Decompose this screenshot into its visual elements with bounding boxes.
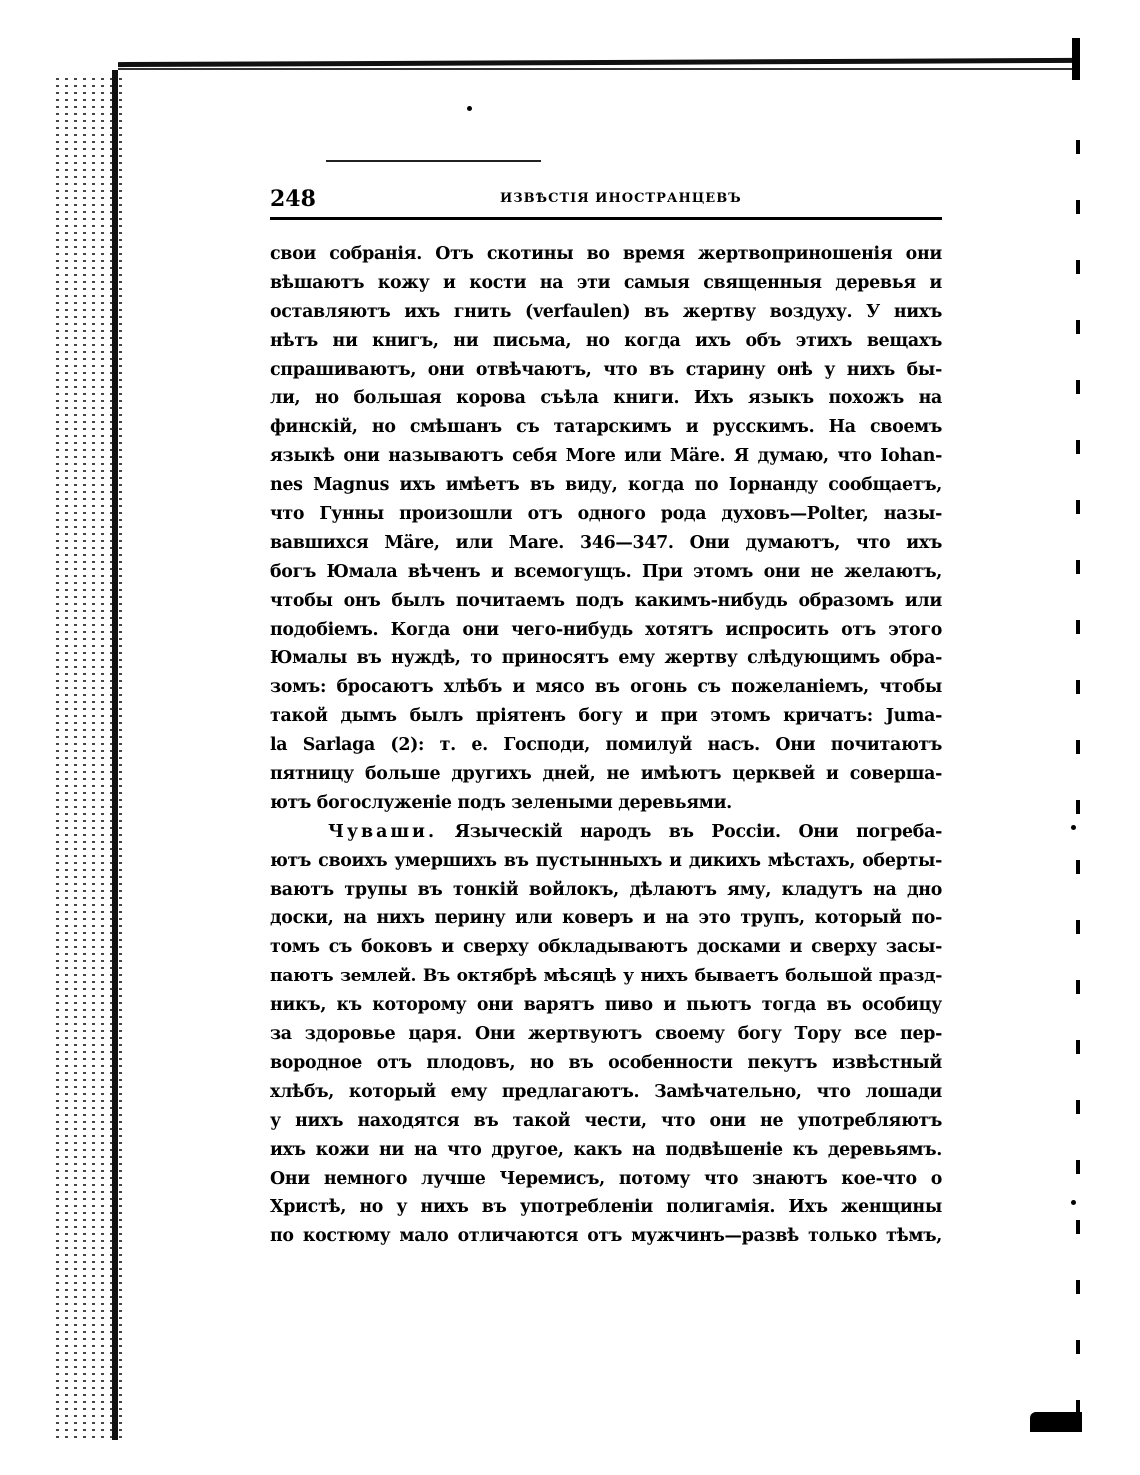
- ink-speck: [1071, 825, 1076, 830]
- text-line: nes Magnus ихъ имѣетъ въ виду, когда по Іорнанду сообщаетъ,: [270, 475, 942, 496]
- page-top-edge: [118, 58, 1078, 67]
- text-line: оставляютъ ихъ гнить (verfaulen) въ жертву воздуху. У нихъ: [270, 301, 942, 322]
- page-corner-blot: [1030, 1412, 1082, 1432]
- text-line: ли, но большая корова съѣла книги. Ихъ языкъ похожъ на: [270, 388, 942, 409]
- text-line: la Sarlaga (2): т. е. Господи, помилуй насъ. Они почитаютъ: [270, 735, 942, 756]
- text-line: зомъ: бросаютъ хлѣбъ и мясо въ огонь съ пожеланіемъ, чтобы: [270, 677, 942, 698]
- text-line: богъ Юмала вѣченъ и всемогущъ. При этомъ они не желаютъ,: [270, 561, 942, 582]
- text-line: доски, на нихъ перину или коверъ и на это трупъ, который по-: [270, 908, 942, 929]
- text-line: паютъ землей. Въ октябрѣ мѣсяцѣ у нихъ бываетъ большой празд-: [270, 966, 942, 987]
- page-corner-mark: [1072, 38, 1080, 80]
- text-line: Они немного лучше Черемисъ, потому что знаютъ кое-что о: [270, 1168, 942, 1189]
- page-top-edge-inner: [118, 68, 1078, 70]
- text-line: ихъ кожи ни на что другое, какъ на подвѣшеніе къ деревьямъ.: [270, 1139, 942, 1160]
- text-line: [270, 818, 942, 847]
- text-line: вавшихся Märe, или Mare. 346—347. Они думаютъ, что ихъ: [270, 532, 942, 553]
- paragraph: [270, 240, 942, 818]
- text-line: Юмалы въ нуждѣ, то приносятъ ему жертву слѣдующимъ обра-: [270, 648, 942, 669]
- page-header: [270, 186, 942, 216]
- text-line: пятницу больше другихъ дней, не имѣютъ церквей и соверша-: [270, 764, 942, 785]
- ink-speck: [467, 106, 472, 111]
- text-line: Христѣ, но у нихъ въ употребленіи полигамія. Ихъ женщины: [270, 1197, 942, 1218]
- page-number: 248: [270, 186, 316, 212]
- text-line: финскій, но смѣшанъ съ татарскимъ и русскимъ. На своемъ: [270, 417, 942, 438]
- text-line: языкѣ они называютъ себя More или Märe. Я думаю, что Iohan-: [270, 446, 942, 467]
- text-line: никъ, къ которому они варятъ пиво и пьютъ тогда въ особицу: [270, 995, 942, 1016]
- text-line: подобіемъ. Когда они чего-нибудь хотятъ испросить отъ этого: [270, 619, 942, 640]
- text-line: ваютъ трупы въ тонкій войлокъ, дѣлаютъ яму, кладутъ на дно: [270, 879, 942, 900]
- page-left-edge: [112, 70, 118, 1440]
- text-line: чтобы онъ былъ почитаемъ подъ какимъ-нибудь образомъ или: [270, 590, 942, 611]
- paragraph: [270, 818, 942, 1251]
- text-line: томъ съ боковъ и сверху обкладываютъ досками и сверху засы-: [270, 937, 942, 958]
- text-line: вородное отъ плодовъ, но въ особенности пекутъ извѣстный: [270, 1052, 942, 1073]
- text-line: вѣшаютъ кожу и кости на эти самыя священныя деревья и: [270, 272, 942, 293]
- running-head: ИЗВѢСТІЯ ИНОСТРАНЦЕВЪ: [500, 191, 742, 206]
- text-line: за здоровье царя. Они жертвуютъ своему богу Тору все пер-: [270, 1024, 942, 1045]
- text-line: свои собранія. Отъ скотины во время жертвоприношенія они: [270, 244, 942, 264]
- text-line: такой дымъ былъ пріятенъ богу и при этомъ кричатъ: Juma-: [270, 706, 942, 727]
- text-line: у нихъ находятся въ такой чести, что они не употребляютъ: [270, 1110, 942, 1131]
- text-line: ютъ своихъ умершихъ въ пустынныхъ и дикихъ мѣстахъ, оберты-: [270, 850, 942, 871]
- text-line: хлѣбъ, который ему предлагаютъ. Замѣчательно, что лошади: [270, 1081, 942, 1102]
- text-line: ютъ богослуженіе подъ зелеными деревьями.: [270, 792, 732, 813]
- text-line: спрашиваютъ, они отвѣчаютъ, что въ старину онѣ у нихъ бы-: [270, 359, 942, 380]
- text-line-rest: Языческій народъ въ Россіи. Они погреба-: [454, 821, 942, 842]
- ink-speck: [1071, 1200, 1076, 1205]
- decorative-rule: [326, 160, 541, 162]
- body-text: [270, 240, 942, 1251]
- header-rule: [270, 217, 942, 220]
- section-heading-word: Чуваши.: [328, 821, 438, 842]
- page-right-edge: [1076, 140, 1080, 1420]
- text-line: нѣтъ ни книгъ, ни письма, но когда ихъ объ этихъ вещахъ: [270, 330, 942, 351]
- text-line: по костюму мало отличаются отъ мужчинъ—развѣ только тѣмъ,: [270, 1226, 942, 1247]
- text-line: что Гунны произошли отъ одного рода духовъ—Polter, назы-: [270, 504, 942, 525]
